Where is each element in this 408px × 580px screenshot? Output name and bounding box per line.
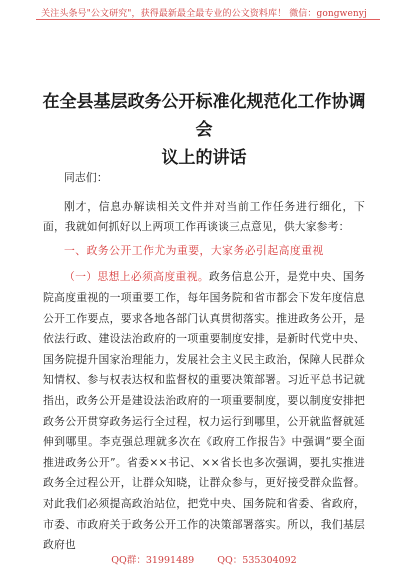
qq-group: QQ群：31991489 [111,555,195,566]
document-body [43,168,365,556]
title-line-1: 在全县基层政务公开标准化规范化工作协调会 [42,92,366,140]
section-heading: 一、政务公开工作尤为重要，大家务必引起高度重视 [64,243,324,257]
sub-heading: （一）思想上必须高度重视。 [64,270,210,284]
title-line-2: 议上的讲话 [161,148,247,168]
header-divider [36,19,380,20]
intro-paragraph: 刚才，信息办解读相关文件并对当前工作任务进行细化，下面，我就如何抓好以上两项工作再谈谈三点意见，供大家参考： [43,199,365,234]
sub-heading-body: 政务信息公开，是党中央、国务院高度重视的一项重要工作，每年国务院和省市都会下发年度信息公开工作要点，要求各地各部门认真贯彻落实。推进政务公开，是依法行政、建设法治政府的一项重要制度安排，是新时代党中央、国务院提升国家治理能力，发展社会主义民主政治，保障人民群众知情权、参与权表达权和监督权的重要决策部署。习近平总书记就指出，政务公开是建设法治政府的一项重要制度，要以制度安排把政务公开贯穿政务运行全过程，权力运行到哪里，公开就监督就延伸到哪里。李克强总理就多次在《政府工作报告》中强调“要全面推进政务公开”。省委××书记、××省长也多次强调，要扎实推进政务全过程公开，让群众知晓，让群众参与，更好接受群众监督。对此我们必须提高政治站位，把党中央、国务院和省委、省政府，市委、市政府关于政务公开工作的决策部署落实。所以，我们基层政府也 [43,270,365,552]
salutation: 同志们： [64,171,108,184]
footer-contact [0,552,408,566]
section-paragraph [43,267,365,555]
header-note: 关注头条号"公文研究"，获得最新最全最专业的公文资料库！ 微信：gongwenyj [41,9,367,19]
page-title [36,88,372,172]
qq-number: QQ：535304092 [217,555,297,566]
